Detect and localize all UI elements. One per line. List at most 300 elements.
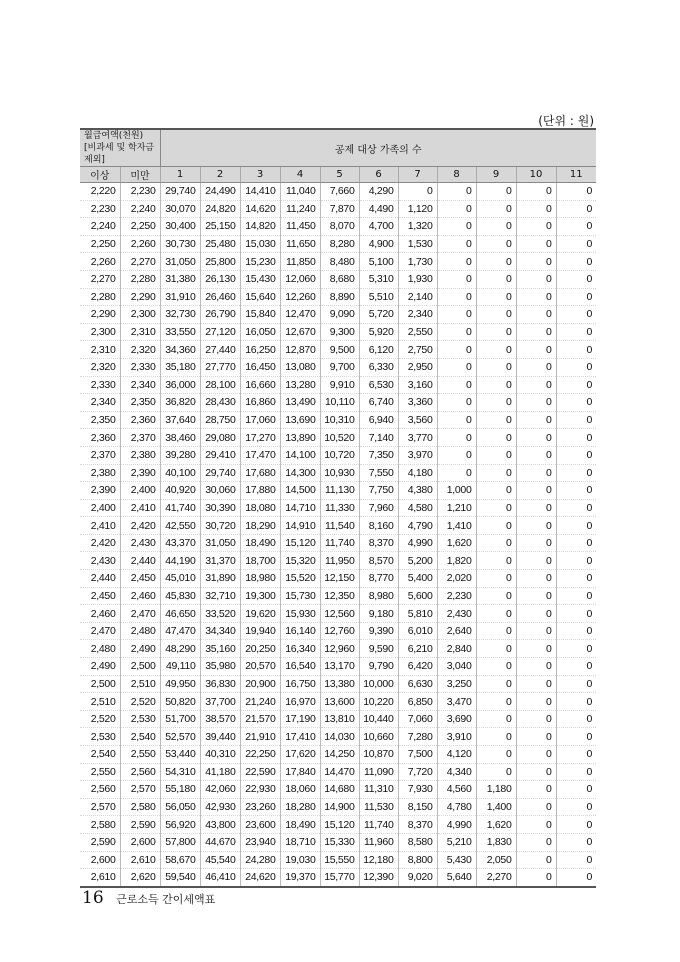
salary-max-cell: 2,370 [120,429,160,447]
tax-amount-cell: 17,840 [280,763,320,781]
tax-amount-cell: 19,370 [280,869,320,887]
tax-amount-cell: 0 [556,534,596,552]
tax-amount-cell: 27,120 [200,323,240,341]
tax-amount-cell: 14,620 [240,200,280,218]
tax-amount-cell: 15,520 [280,570,320,588]
tax-amount-cell: 0 [437,411,476,429]
tax-amount-cell: 12,960 [320,640,359,658]
tax-amount-cell: 56,050 [160,798,200,816]
tax-amount-cell: 0 [437,183,476,201]
salary-min-cell: 2,560 [80,781,120,799]
tax-amount-cell: 0 [556,288,596,306]
tax-amount-cell: 10,310 [320,411,359,429]
tax-amount-cell: 11,540 [320,517,359,535]
tax-amount-cell: 0 [437,218,476,236]
tax-amount-cell: 0 [476,570,516,588]
tax-amount-cell: 0 [556,746,596,764]
tax-amount-cell: 9,390 [359,622,398,640]
family-col-header: 3 [240,167,280,183]
salary-max-cell: 2,590 [120,816,160,834]
salary-max-cell: 2,480 [120,622,160,640]
tax-amount-cell: 34,340 [200,622,240,640]
tax-amount-cell: 0 [437,306,476,324]
tax-amount-cell: 11,960 [359,833,398,851]
tax-amount-cell: 31,910 [160,288,200,306]
tax-amount-cell: 0 [516,499,556,517]
tax-amount-cell: 0 [476,710,516,728]
tax-amount-cell: 0 [476,534,516,552]
tax-amount-cell: 7,720 [398,763,437,781]
tax-amount-cell: 0 [516,517,556,535]
table-row [80,781,596,799]
tax-amount-cell: 0 [556,693,596,711]
tax-amount-cell: 15,430 [240,270,280,288]
tax-amount-cell: 0 [476,218,516,236]
tax-amount-cell: 3,770 [398,429,437,447]
tax-amount-cell: 29,740 [200,464,240,482]
tax-amount-cell: 1,830 [476,833,516,851]
tax-amount-cell: 13,170 [320,658,359,676]
tax-amount-cell: 4,990 [398,534,437,552]
tax-amount-cell: 0 [516,833,556,851]
tax-amount-cell: 0 [516,411,556,429]
tax-amount-cell: 0 [437,429,476,447]
tax-amount-cell: 2,270 [476,869,516,887]
tax-amount-cell: 30,730 [160,235,200,253]
tax-amount-cell: 16,450 [240,358,280,376]
tax-amount-cell: 7,660 [320,183,359,201]
tax-amount-cell: 0 [476,517,516,535]
tax-amount-cell: 11,740 [359,816,398,834]
tax-amount-cell: 36,000 [160,376,200,394]
tax-amount-cell: 21,570 [240,710,280,728]
tax-amount-cell: 20,570 [240,658,280,676]
tax-amount-cell: 4,490 [359,200,398,218]
tax-amount-cell: 6,210 [398,640,437,658]
table-row [80,446,596,464]
salary-max-cell: 2,510 [120,675,160,693]
tax-amount-cell: 0 [516,235,556,253]
salary-min-cell: 2,420 [80,534,120,552]
tax-amount-cell: 18,710 [280,833,320,851]
tax-amount-cell: 4,290 [359,183,398,201]
tax-amount-cell: 0 [516,218,556,236]
tax-amount-cell: 10,520 [320,429,359,447]
tax-amount-cell: 3,970 [398,446,437,464]
tax-amount-cell: 8,580 [398,833,437,851]
tax-amount-cell: 4,580 [398,499,437,517]
tax-amount-cell: 7,060 [398,710,437,728]
tax-amount-cell: 0 [476,270,516,288]
tax-amount-cell: 0 [476,358,516,376]
tax-amount-cell: 12,350 [320,587,359,605]
salary-max-cell: 2,260 [120,235,160,253]
tax-amount-cell: 0 [556,499,596,517]
tax-amount-cell: 0 [437,358,476,376]
table-row [80,710,596,728]
salary-min-cell: 2,590 [80,833,120,851]
tax-amount-cell: 0 [556,640,596,658]
tax-amount-cell: 2,950 [398,358,437,376]
table-row [80,482,596,500]
tax-amount-cell: 15,930 [280,605,320,623]
tax-amount-cell: 12,390 [359,869,398,887]
tax-amount-cell: 0 [437,235,476,253]
tax-amount-cell: 0 [556,763,596,781]
tax-amount-cell: 8,070 [320,218,359,236]
salary-max-cell: 2,490 [120,640,160,658]
tax-amount-cell: 15,030 [240,235,280,253]
tax-amount-cell: 28,100 [200,376,240,394]
table-body [80,183,596,887]
tax-amount-cell: 37,700 [200,693,240,711]
tax-amount-cell: 0 [476,640,516,658]
salary-min-cell: 2,290 [80,306,120,324]
tax-amount-cell: 0 [476,235,516,253]
withholding-tax-table [80,128,596,888]
tax-amount-cell: 1,530 [398,235,437,253]
tax-amount-cell: 16,660 [240,376,280,394]
tax-amount-cell: 0 [516,376,556,394]
tax-amount-cell: 0 [476,200,516,218]
family-col-header: 7 [398,167,437,183]
salary-max-cell: 2,460 [120,587,160,605]
tax-amount-cell: 1,120 [398,200,437,218]
tax-amount-cell: 2,140 [398,288,437,306]
family-col-header: 4 [280,167,320,183]
page-number: 16 [82,888,104,908]
salary-min-cell: 2,340 [80,394,120,412]
family-count-group-header: 공제 대상 가족의 수 [160,129,596,167]
tax-amount-cell: 23,260 [240,798,280,816]
salary-min-cell: 2,400 [80,499,120,517]
tax-amount-cell: 1,180 [476,781,516,799]
page-footer [82,888,215,908]
salary-max-cell: 2,500 [120,658,160,676]
tax-amount-cell: 12,760 [320,622,359,640]
family-col-header: 11 [556,167,596,183]
salary-max-cell: 2,580 [120,798,160,816]
salary-min-cell: 2,530 [80,728,120,746]
tax-amount-cell: 0 [516,323,556,341]
tax-amount-cell: 47,470 [160,622,200,640]
tax-amount-cell: 8,770 [359,570,398,588]
salary-min-cell: 2,450 [80,587,120,605]
family-col-header: 8 [437,167,476,183]
tax-amount-cell: 39,440 [200,728,240,746]
tax-amount-cell: 5,310 [359,270,398,288]
table-row [80,570,596,588]
tax-amount-cell: 17,470 [240,446,280,464]
table-row [80,411,596,429]
tax-amount-cell: 0 [476,605,516,623]
tax-amount-cell: 0 [476,728,516,746]
salary-min-cell: 2,310 [80,341,120,359]
tax-amount-cell: 15,320 [280,552,320,570]
tax-amount-cell: 6,330 [359,358,398,376]
tax-amount-cell: 5,720 [359,306,398,324]
tax-amount-cell: 24,490 [200,183,240,201]
tax-amount-cell: 38,460 [160,429,200,447]
tax-amount-cell: 45,010 [160,570,200,588]
tax-amount-cell: 0 [556,341,596,359]
family-col-header: 1 [160,167,200,183]
salary-min-cell: 2,390 [80,482,120,500]
tax-amount-cell: 7,870 [320,200,359,218]
tax-amount-cell: 0 [437,270,476,288]
table-row [80,358,596,376]
tax-amount-cell: 12,670 [280,323,320,341]
tax-amount-cell: 8,160 [359,517,398,535]
tax-amount-cell: 22,930 [240,781,280,799]
tax-amount-cell: 12,470 [280,306,320,324]
tax-amount-cell: 19,030 [280,851,320,869]
tax-amount-cell: 19,940 [240,622,280,640]
table-row [80,288,596,306]
tax-amount-cell: 4,900 [359,235,398,253]
tax-amount-cell: 0 [476,693,516,711]
tax-amount-cell: 45,540 [200,851,240,869]
tax-amount-cell: 14,900 [320,798,359,816]
salary-max-cell: 2,550 [120,746,160,764]
tax-amount-cell: 3,560 [398,411,437,429]
table-row [80,763,596,781]
tax-amount-cell: 0 [516,464,556,482]
tax-amount-cell: 0 [516,851,556,869]
tax-amount-cell: 0 [476,587,516,605]
tax-amount-cell: 0 [516,693,556,711]
tax-amount-cell: 0 [476,411,516,429]
salary-max-cell: 2,430 [120,534,160,552]
tax-amount-cell: 0 [476,482,516,500]
tax-amount-cell: 19,300 [240,587,280,605]
tax-amount-cell: 22,250 [240,746,280,764]
tax-amount-cell: 24,820 [200,200,240,218]
tax-amount-cell: 0 [516,816,556,834]
tax-amount-cell: 0 [556,482,596,500]
family-col-header: 9 [476,167,516,183]
tax-amount-cell: 51,700 [160,710,200,728]
salary-max-cell: 2,380 [120,446,160,464]
salary-min-cell: 2,410 [80,517,120,535]
salary-min-cell: 2,440 [80,570,120,588]
tax-amount-cell: 12,150 [320,570,359,588]
tax-amount-cell: 0 [556,833,596,851]
salary-max-cell: 2,330 [120,358,160,376]
tax-amount-cell: 0 [437,464,476,482]
tax-amount-cell: 3,040 [437,658,476,676]
salary-min-cell: 2,570 [80,798,120,816]
salary-min-cell: 2,520 [80,710,120,728]
table-row [80,270,596,288]
tax-amount-cell: 8,680 [320,270,359,288]
salary-min-cell: 2,320 [80,358,120,376]
salary-min-cell: 2,500 [80,675,120,693]
tax-amount-cell: 31,380 [160,270,200,288]
tax-amount-cell: 11,040 [280,183,320,201]
salary-max-cell: 2,350 [120,394,160,412]
family-col-header: 5 [320,167,359,183]
tax-amount-cell: 0 [516,605,556,623]
tax-amount-cell: 0 [516,675,556,693]
tax-amount-cell: 0 [437,253,476,271]
tax-amount-cell: 0 [516,534,556,552]
salary-max-cell: 2,610 [120,851,160,869]
tax-amount-cell: 0 [516,253,556,271]
tax-amount-cell: 5,100 [359,253,398,271]
tax-amount-cell: 10,440 [359,710,398,728]
tax-amount-cell: 12,560 [320,605,359,623]
salary-min-cell: 2,490 [80,658,120,676]
salary-min-cell: 2,350 [80,411,120,429]
tax-amount-cell: 0 [476,746,516,764]
tax-amount-cell: 31,050 [200,534,240,552]
salary-min-cell: 2,300 [80,323,120,341]
tax-amount-cell: 0 [398,183,437,201]
table-row [80,675,596,693]
tax-amount-cell: 14,470 [320,763,359,781]
tax-amount-cell: 0 [516,710,556,728]
tax-amount-cell: 13,690 [280,411,320,429]
table-row [80,605,596,623]
tax-amount-cell: 11,950 [320,552,359,570]
tax-amount-cell: 36,820 [160,394,200,412]
tax-amount-cell: 54,310 [160,763,200,781]
tax-amount-cell: 0 [516,587,556,605]
tax-amount-cell: 30,070 [160,200,200,218]
tax-amount-cell: 0 [476,376,516,394]
tax-amount-cell: 0 [556,781,596,799]
tax-amount-cell: 13,810 [320,710,359,728]
tax-amount-cell: 8,980 [359,587,398,605]
tax-amount-cell: 8,800 [398,851,437,869]
table-row [80,534,596,552]
tax-amount-cell: 0 [476,183,516,201]
tax-amount-cell: 14,680 [320,781,359,799]
tax-amount-cell: 12,060 [280,270,320,288]
tax-amount-cell: 0 [516,798,556,816]
tax-amount-cell: 1,400 [476,798,516,816]
tax-amount-cell: 29,410 [200,446,240,464]
tax-amount-cell: 0 [556,218,596,236]
tax-amount-cell: 4,700 [359,218,398,236]
tax-amount-cell: 30,720 [200,517,240,535]
tax-amount-cell: 0 [476,288,516,306]
salary-max-cell: 2,440 [120,552,160,570]
table-row [80,693,596,711]
tax-amount-cell: 17,620 [280,746,320,764]
tax-amount-cell: 0 [516,482,556,500]
tax-amount-cell: 4,790 [398,517,437,535]
tax-amount-cell: 9,090 [320,306,359,324]
salary-max-cell: 2,600 [120,833,160,851]
tax-amount-cell: 23,940 [240,833,280,851]
tax-amount-cell: 18,980 [240,570,280,588]
tax-amount-cell: 12,180 [359,851,398,869]
tax-amount-cell: 8,370 [359,534,398,552]
tax-amount-cell: 33,550 [160,323,200,341]
tax-amount-cell: 44,670 [200,833,240,851]
tax-amount-cell: 3,470 [437,693,476,711]
tax-amount-cell: 6,530 [359,376,398,394]
tax-amount-cell: 11,130 [320,482,359,500]
tax-amount-cell: 18,080 [240,499,280,517]
tax-amount-cell: 0 [556,710,596,728]
table-row [80,341,596,359]
tax-amount-cell: 28,430 [200,394,240,412]
tax-amount-cell: 0 [516,622,556,640]
tax-amount-cell: 2,340 [398,306,437,324]
tax-amount-cell: 0 [516,728,556,746]
tax-amount-cell: 0 [556,235,596,253]
tax-amount-cell: 58,670 [160,851,200,869]
family-col-header: 10 [516,167,556,183]
tax-amount-cell: 57,800 [160,833,200,851]
tax-amount-cell: 2,020 [437,570,476,588]
tax-amount-cell: 0 [556,183,596,201]
tax-amount-cell: 7,500 [398,746,437,764]
tax-amount-cell: 49,110 [160,658,200,676]
tax-amount-cell: 7,550 [359,464,398,482]
tax-amount-cell: 14,300 [280,464,320,482]
tax-amount-cell: 7,350 [359,446,398,464]
tax-amount-cell: 14,910 [280,517,320,535]
salary-max-cell: 2,530 [120,710,160,728]
salary-max-cell: 2,270 [120,253,160,271]
tax-amount-cell: 44,190 [160,552,200,570]
tax-amount-cell: 22,590 [240,763,280,781]
tax-amount-cell: 0 [556,446,596,464]
salary-max-cell: 2,290 [120,288,160,306]
table-row [80,816,596,834]
tax-amount-cell: 14,710 [280,499,320,517]
tax-amount-cell: 11,090 [359,763,398,781]
tax-amount-cell: 6,630 [398,675,437,693]
tax-amount-cell: 5,810 [398,605,437,623]
tax-amount-cell: 17,060 [240,411,280,429]
tax-amount-cell: 1,320 [398,218,437,236]
tax-amount-cell: 15,330 [320,833,359,851]
tax-amount-cell: 25,480 [200,235,240,253]
tax-amount-cell: 42,930 [200,798,240,816]
tax-amount-cell: 0 [556,552,596,570]
tax-amount-cell: 42,550 [160,517,200,535]
tax-amount-cell: 10,000 [359,675,398,693]
family-col-header: 2 [200,167,240,183]
tax-amount-cell: 0 [476,253,516,271]
tax-amount-cell: 13,600 [320,693,359,711]
tax-amount-cell: 12,870 [280,341,320,359]
tax-amount-cell: 14,100 [280,446,320,464]
tax-amount-cell: 19,620 [240,605,280,623]
tax-amount-cell: 0 [516,446,556,464]
tax-amount-cell: 53,440 [160,746,200,764]
tax-amount-cell: 4,180 [398,464,437,482]
tax-amount-cell: 35,980 [200,658,240,676]
tax-amount-cell: 0 [437,323,476,341]
tax-amount-cell: 3,250 [437,675,476,693]
tax-amount-cell: 52,570 [160,728,200,746]
tax-amount-cell: 49,950 [160,675,200,693]
tax-amount-cell: 9,790 [359,658,398,676]
tax-amount-cell: 16,140 [280,622,320,640]
tax-amount-cell: 8,480 [320,253,359,271]
tax-amount-cell: 0 [516,746,556,764]
tax-amount-cell: 39,280 [160,446,200,464]
salary-min-cell: 2,510 [80,693,120,711]
tax-amount-cell: 2,430 [437,605,476,623]
tax-amount-cell: 28,750 [200,411,240,429]
